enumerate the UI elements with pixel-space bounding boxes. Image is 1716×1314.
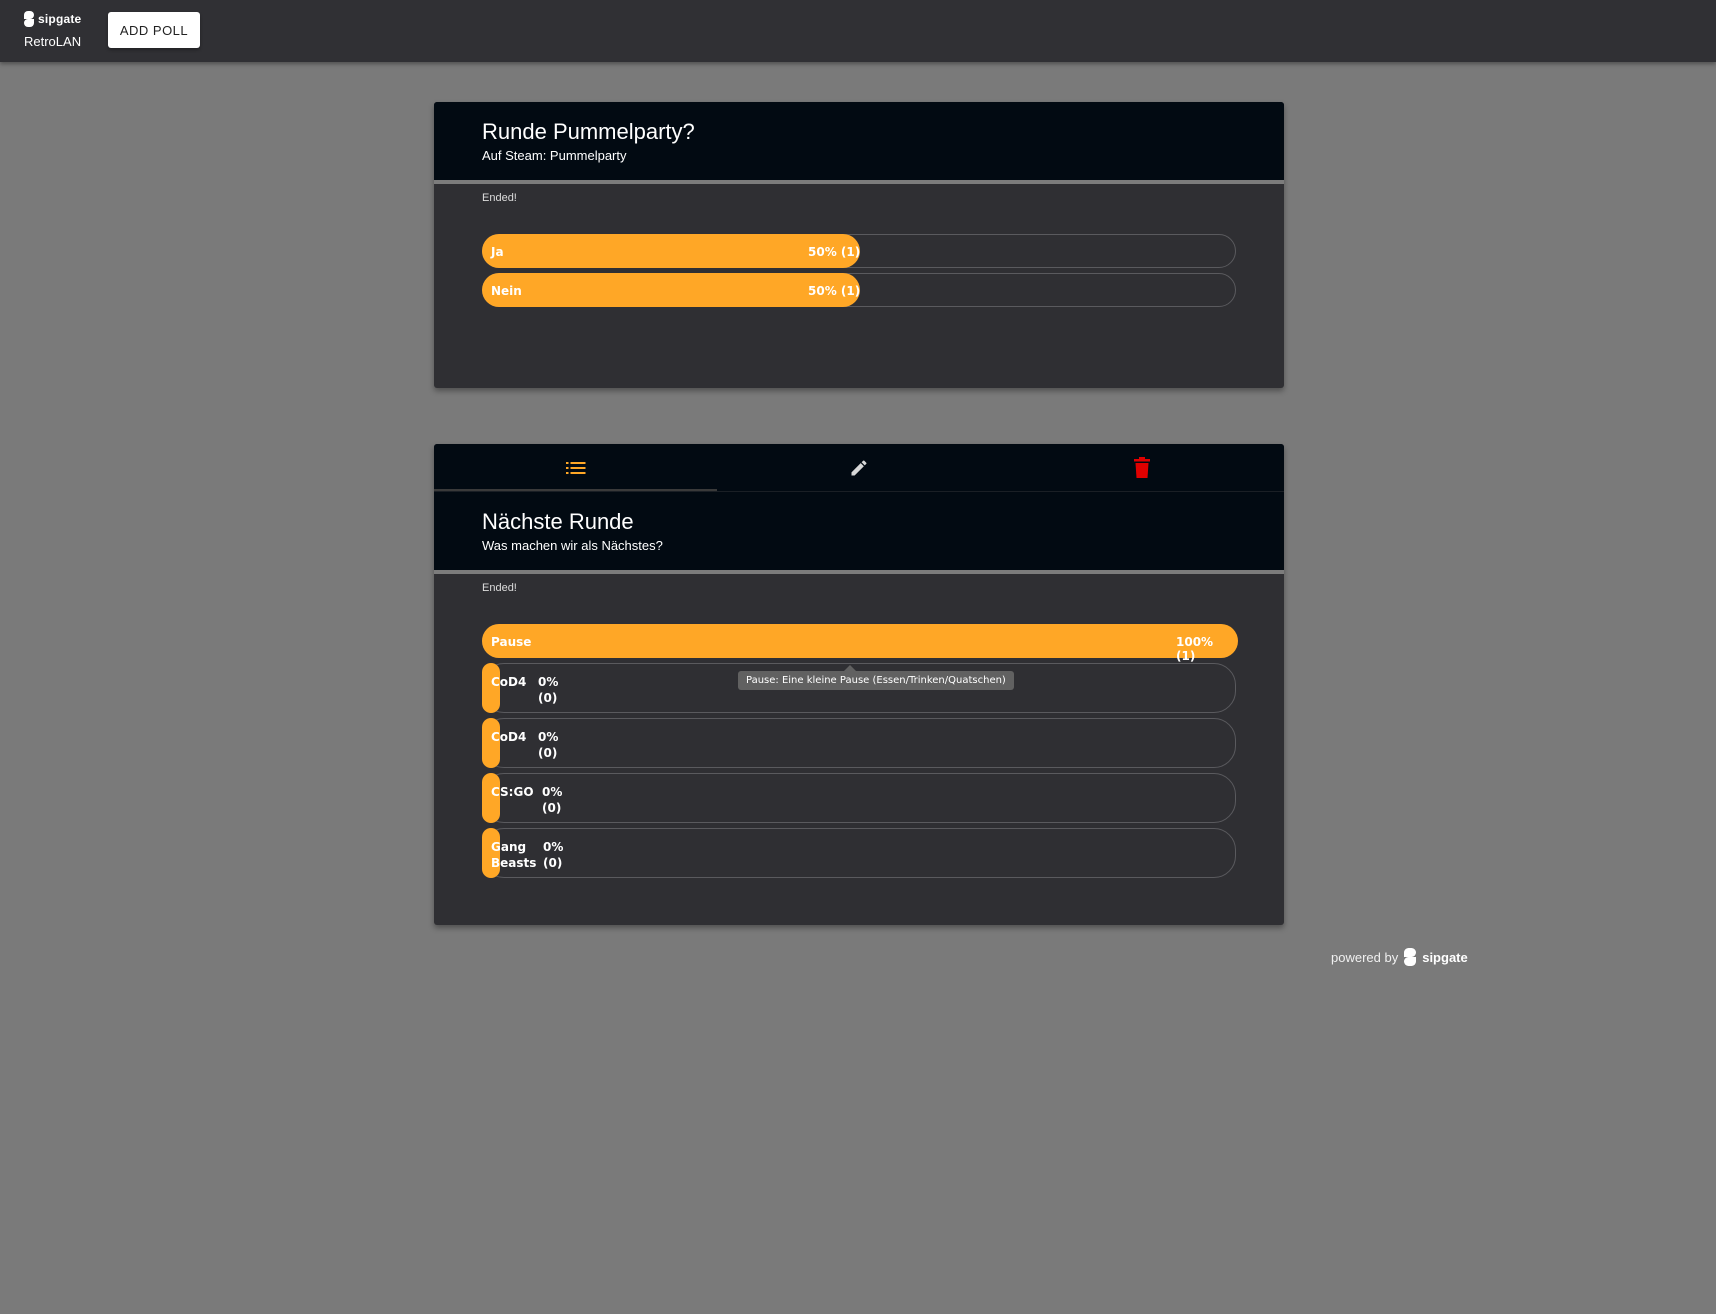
powered-by-footer[interactable] xyxy=(1331,948,1468,966)
option-percent: 0% xyxy=(542,785,563,799)
option-result xyxy=(538,729,578,761)
option-percent: 0% xyxy=(538,730,559,744)
list-icon xyxy=(566,461,586,475)
option-label: Ja xyxy=(491,245,504,259)
brand xyxy=(24,10,94,49)
poll-option[interactable] xyxy=(482,234,1236,268)
poll-header xyxy=(434,492,1284,574)
option-label: Nein xyxy=(491,284,522,298)
footer-brand: sipgate xyxy=(1422,949,1468,965)
option-percent: 0% xyxy=(538,675,559,689)
poll-tabs xyxy=(434,444,1284,492)
poll-option[interactable] xyxy=(482,624,1236,663)
sipgate-logo-icon xyxy=(24,11,34,27)
option-label: CoD4 xyxy=(491,730,527,744)
option-result-bar xyxy=(482,273,860,307)
app-bar xyxy=(0,0,1716,62)
option-label-line: Gang xyxy=(491,840,527,854)
option-label: CoD4 xyxy=(491,675,527,689)
poll-card xyxy=(434,102,1284,388)
trash-icon xyxy=(1133,457,1151,479)
poll-header xyxy=(434,102,1284,184)
option-result: 100% (1) xyxy=(1176,635,1214,663)
pencil-icon xyxy=(849,458,869,478)
option-count: (0) xyxy=(538,746,558,760)
option-result xyxy=(543,839,583,871)
option-count: (0) xyxy=(538,691,558,705)
option-count: (0) xyxy=(542,801,562,815)
option-result: 50% (1) xyxy=(808,284,861,298)
add-poll-button[interactable]: ADD POLL xyxy=(108,12,200,48)
option-percent: 0% xyxy=(543,840,564,854)
sipgate-logo xyxy=(24,10,94,28)
option-label-line: Beasts xyxy=(491,856,537,870)
option-count: (0) xyxy=(543,856,563,870)
poll-status: Ended! xyxy=(482,582,517,594)
poll-title: Nächste Runde xyxy=(482,509,634,534)
poll-option[interactable] xyxy=(482,273,1236,307)
poll-subtitle: Was machen wir als Nächstes? xyxy=(482,538,663,553)
poll-status: Ended! xyxy=(482,192,517,204)
poll-option[interactable] xyxy=(482,828,1236,878)
option-label: Pause xyxy=(491,635,532,649)
option-result xyxy=(538,674,578,706)
poll-subtitle: Auf Steam: Pummelparty xyxy=(482,148,627,163)
tab-edit[interactable] xyxy=(717,444,1000,491)
option-result-bar xyxy=(482,234,860,268)
option-label xyxy=(491,839,537,871)
poll-options xyxy=(482,234,1236,307)
option-label: CS:GO xyxy=(491,785,534,799)
poll-option[interactable] xyxy=(482,773,1236,823)
option-result xyxy=(542,784,582,816)
option-result: 50% (1) xyxy=(808,245,861,259)
poll-option[interactable] xyxy=(482,718,1236,768)
sipgate-logo-icon xyxy=(1404,948,1416,966)
brand-name: sipgate xyxy=(38,12,82,26)
poll-options xyxy=(482,624,1236,878)
poll-title: Runde Pummelparty? xyxy=(482,119,695,144)
tab-delete[interactable] xyxy=(1001,444,1284,491)
powered-by-text: powered by xyxy=(1331,949,1399,965)
option-result-bar xyxy=(482,624,1238,658)
app-title: RetroLAN xyxy=(24,34,82,49)
option-tooltip: Pause: Eine kleine Pause (Essen/Trinken/Quatschen) xyxy=(738,671,1014,690)
tab-results[interactable] xyxy=(434,444,717,491)
